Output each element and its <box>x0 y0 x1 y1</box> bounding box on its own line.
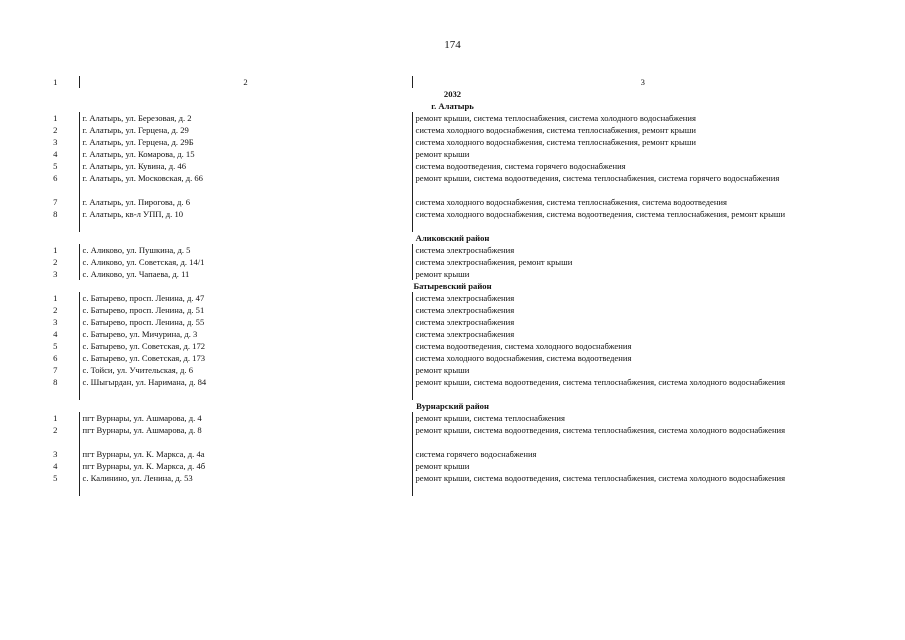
year-heading: 2032 <box>443 89 462 99</box>
row-address: пгт Вурнары, ул. К. Маркса, д. 4б <box>79 460 412 472</box>
section-title: Аликовский район <box>415 233 490 243</box>
row-address: с. Аликово, ул. Советская, д. 14/1 <box>79 256 412 268</box>
row-number: 1 <box>32 292 79 304</box>
column-number-1: 1 <box>32 76 79 88</box>
section-row <box>32 400 873 412</box>
row-number: 6 <box>32 172 79 196</box>
section-row <box>32 232 873 244</box>
row-works: система водоотведения, система холодного водоснабжения <box>415 341 632 351</box>
table-row <box>32 148 873 160</box>
row-works: ремонт крыши, система теплоснабжения, система холодного водоснабжения <box>415 113 696 123</box>
row-works: ремонт крыши, система водоотведения, система теплоснабжения, система холодного водоснабжения <box>415 425 786 435</box>
table-row <box>32 424 873 448</box>
row-works: ремонт крыши, система теплоснабжения <box>415 413 565 423</box>
row-works: ремонт крыши, система водоотведения, система теплоснабжения, система горячего водоснабжения <box>415 173 780 183</box>
column-number-3: 3 <box>640 77 645 87</box>
row-address: г. Алатырь, ул. Пирогова, д. 6 <box>79 196 412 208</box>
table-row <box>32 412 873 424</box>
table-row <box>32 136 873 148</box>
row-works: система холодного водоснабжения, система теплоснабжения, система водоотведения <box>415 197 727 207</box>
row-works: система холодного водоснабжения, система водоотведения <box>415 353 632 363</box>
row-works: система холодного водоснабжения, система водоотведения, система теплоснабжения, ремонт крыши <box>415 209 786 219</box>
row-number: 3 <box>32 316 79 328</box>
table-row <box>32 376 873 400</box>
row-address: с. Шыгырдан, ул. Наримана, д. 84 <box>79 376 412 400</box>
row-address: г. Алатырь, ул. Московская, д. 66 <box>79 172 412 196</box>
row-works: система электроснабжения <box>415 317 515 327</box>
row-address: с. Калинино, ул. Ленина, д. 53 <box>79 472 412 496</box>
year-row <box>32 88 873 100</box>
table-row <box>32 364 873 376</box>
row-works: система электроснабжения <box>415 293 515 303</box>
table-row <box>32 472 873 496</box>
page-number: 174 <box>444 39 461 51</box>
row-address: г. Алатырь, ул. Комарова, д. 15 <box>79 148 412 160</box>
row-works: ремонт крыши <box>415 269 470 279</box>
section-title: Батыревский район <box>413 281 492 291</box>
row-works: система электроснабжения <box>415 305 515 315</box>
row-number: 5 <box>32 160 79 172</box>
row-works: система электроснабжения <box>415 329 515 339</box>
row-address: пгт Вурнары, ул. К. Маркса, д. 4а <box>79 448 412 460</box>
row-works: система водоотведения, система горячего водоснабжения <box>415 161 626 171</box>
row-number: 7 <box>32 364 79 376</box>
row-number: 8 <box>32 208 79 232</box>
row-number: 5 <box>32 340 79 352</box>
row-number: 3 <box>32 448 79 460</box>
table-row <box>32 196 873 208</box>
table-row <box>32 292 873 304</box>
row-number: 3 <box>32 136 79 148</box>
table-row <box>32 172 873 196</box>
table-row <box>32 160 873 172</box>
repair-schedule-table <box>32 76 873 496</box>
row-number: 2 <box>32 424 79 448</box>
row-works: ремонт крыши <box>415 149 470 159</box>
row-number: 1 <box>32 244 79 256</box>
row-number: 6 <box>32 352 79 364</box>
row-number: 8 <box>32 376 79 400</box>
row-number: 4 <box>32 460 79 472</box>
row-address: с. Батырево, просп. Ленина, д. 55 <box>79 316 412 328</box>
table-row <box>32 328 873 340</box>
row-address: с. Батырево, просп. Ленина, д. 51 <box>79 304 412 316</box>
row-works: ремонт крыши, система водоотведения, система теплоснабжения, система холодного водоснабжения <box>415 377 786 387</box>
row-works: система электроснабжения <box>415 245 515 255</box>
row-number: 2 <box>32 304 79 316</box>
row-address: г. Алатырь, ул. Герцена, д. 29 <box>79 124 412 136</box>
table-row <box>32 316 873 328</box>
row-works: система электроснабжения, ремонт крыши <box>415 257 573 267</box>
table-row <box>32 244 873 256</box>
row-address: пгт Вурнары, ул. Ашмарова, д. 4 <box>79 412 412 424</box>
column-number-row <box>32 76 873 88</box>
table-row <box>32 256 873 268</box>
row-address: пгт Вурнары, ул. Ашмарова, д. 8 <box>79 424 412 448</box>
row-number: 4 <box>32 148 79 160</box>
row-address: с. Батырево, ул. Мичурина, д. 3 <box>79 328 412 340</box>
section-title: г. Алатырь <box>431 101 474 111</box>
row-works: ремонт крыши <box>415 365 470 375</box>
row-works: ремонт крыши, система водоотведения, система теплоснабжения, система холодного водоснабжения <box>415 473 786 483</box>
row-address: с. Батырево, ул. Советская, д. 172 <box>79 340 412 352</box>
row-works: система горячего водоснабжения <box>415 449 537 459</box>
table-row <box>32 208 873 232</box>
row-address: с. Батырево, просп. Ленина, д. 47 <box>79 292 412 304</box>
row-number: 2 <box>32 124 79 136</box>
section-title: Вурнарский район <box>416 401 489 411</box>
row-number: 7 <box>32 196 79 208</box>
row-works: система холодного водоснабжения, система теплоснабжения, ремонт крыши <box>415 137 696 147</box>
row-address: г. Алатырь, кв-л УПП, д. 10 <box>79 208 412 232</box>
table-row <box>32 340 873 352</box>
row-address: г. Алатырь, ул. Кувина, д. 46 <box>79 160 412 172</box>
row-number: 5 <box>32 472 79 496</box>
row-address: с. Аликово, ул. Чапаева, д. 11 <box>79 268 412 280</box>
column-number-2: 2 <box>79 76 412 88</box>
table-row <box>32 352 873 364</box>
row-works: ремонт крыши <box>415 461 470 471</box>
table-row <box>32 268 873 280</box>
table-row <box>32 448 873 460</box>
row-address: с. Батырево, ул. Советская, д. 173 <box>79 352 412 364</box>
row-address: г. Алатырь, ул. Березовая, д. 2 <box>79 112 412 124</box>
row-works: система холодного водоснабжения, система теплоснабжения, ремонт крыши <box>415 125 696 135</box>
table-row <box>32 112 873 124</box>
section-row <box>32 280 873 292</box>
row-number: 1 <box>32 412 79 424</box>
row-address: г. Алатырь, ул. Герцена, д. 29Б <box>79 136 412 148</box>
row-number: 2 <box>32 256 79 268</box>
row-number: 1 <box>32 112 79 124</box>
section-row <box>32 100 873 112</box>
row-number: 3 <box>32 268 79 280</box>
row-address: с. Аликово, ул. Пушкина, д. 5 <box>79 244 412 256</box>
row-address: с. Тойси, ул. Учительская, д. 6 <box>79 364 412 376</box>
table-row <box>32 304 873 316</box>
table-row <box>32 460 873 472</box>
row-number: 4 <box>32 328 79 340</box>
table-row <box>32 124 873 136</box>
